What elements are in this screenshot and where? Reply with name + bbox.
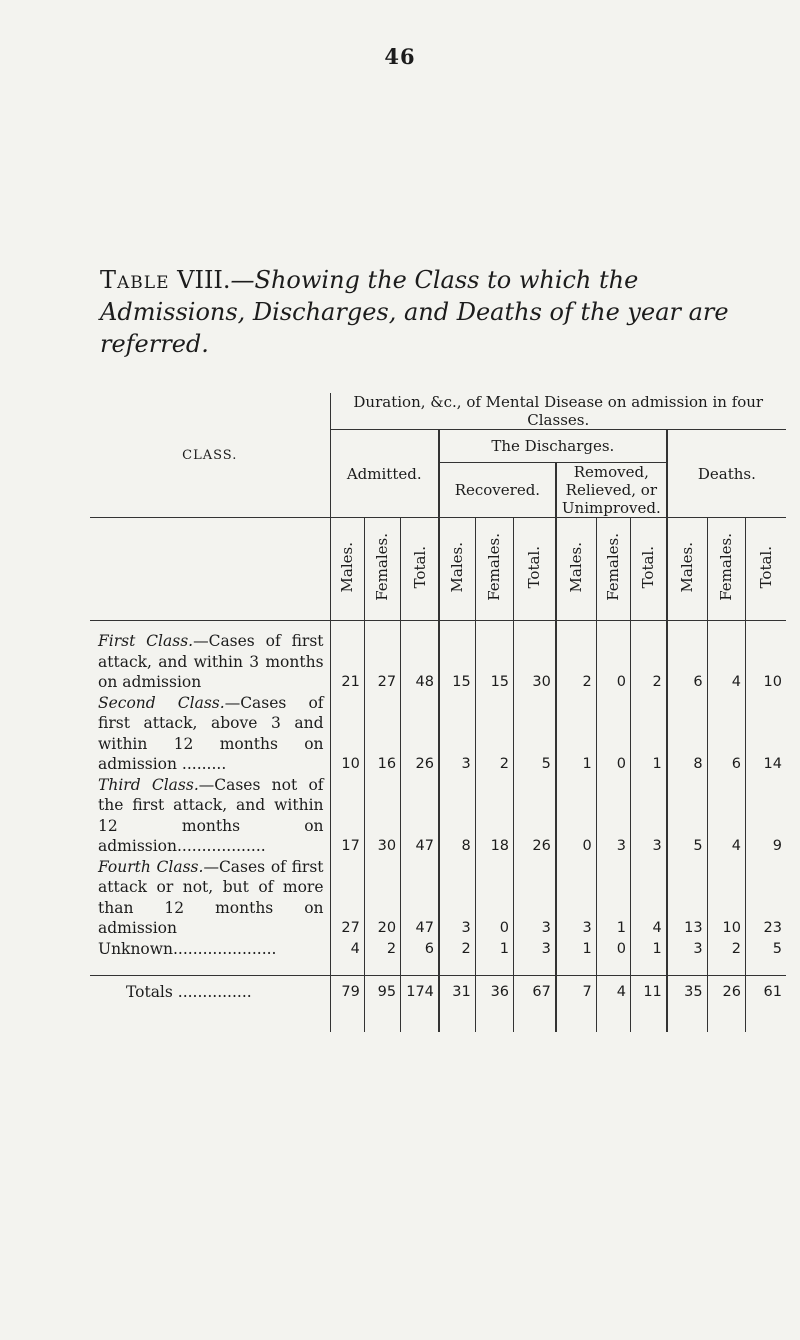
removed-total-cell: 4 <box>630 857 666 939</box>
table-row <box>90 939 786 960</box>
deaths-males-header: Males. <box>667 518 707 621</box>
admitted-females-cell: 2 <box>364 939 400 960</box>
admitted-females-cell: 16 <box>364 693 400 775</box>
duration-header: Duration, &c., of Mental Disease on admission in four Classes. <box>330 393 786 430</box>
class-column-header: CLASS. <box>90 393 330 518</box>
class-description: —Cases of first attack, above 3 and within 12 months on admission ......... <box>98 693 324 773</box>
admitted-females-header: Females. <box>364 518 400 621</box>
deaths-males-cell: 5 <box>667 775 707 857</box>
recovered-males-cell: 3 <box>439 857 475 939</box>
recovered-header: Recovered. <box>439 463 556 518</box>
recovered-females-cell: 15 <box>475 631 513 693</box>
row-label <box>90 775 330 857</box>
admitted-males-header: Males. <box>330 518 364 621</box>
class-name: Third Class. <box>98 775 199 794</box>
admitted-females-cell: 27 <box>364 631 400 693</box>
class-name: Fourth Class. <box>98 857 204 876</box>
recovered-males-total: 31 <box>439 976 475 1013</box>
class-name: First Class. <box>98 632 194 650</box>
recovered-total-cell: 3 <box>514 857 556 939</box>
admitted-total-cell: 47 <box>401 775 439 857</box>
removed-total-cell: 3 <box>630 775 666 857</box>
discharges-header: The Discharges. <box>439 430 667 463</box>
recovered-total-total: 67 <box>514 976 556 1013</box>
removed-females-header: Females. <box>596 518 630 621</box>
class-description: —Cases of first attack or not, but of more than 12 months on admission <box>98 857 324 937</box>
table-row <box>90 857 786 939</box>
removed-total-cell: 1 <box>630 693 666 775</box>
deaths-total-cell: 9 <box>745 775 786 857</box>
table-body <box>90 621 786 1033</box>
removed-males-cell: 2 <box>556 631 596 693</box>
recovered-males-cell: 3 <box>439 693 475 775</box>
removed-females-cell: 0 <box>596 693 630 775</box>
admitted-males-total: 79 <box>330 976 364 1013</box>
removed-males-header: Males. <box>556 518 596 621</box>
table-title <box>100 264 780 360</box>
body-end <box>90 1012 786 1032</box>
recovered-total-cell: 3 <box>514 939 556 960</box>
table-row <box>90 775 786 857</box>
admitted-total-cell: 47 <box>401 857 439 939</box>
row-label <box>90 631 330 693</box>
table-header <box>90 393 786 621</box>
deaths-females-cell: 2 <box>707 939 745 960</box>
removed-females-total: 4 <box>596 976 630 1013</box>
removed-females-cell: 1 <box>596 857 630 939</box>
removed-header: Removed, Relieved, or Unimproved. <box>556 463 667 518</box>
deaths-females-header: Females. <box>707 518 745 621</box>
admitted-header: Admitted. <box>330 430 439 518</box>
recovered-total-cell: 30 <box>514 631 556 693</box>
table-title-number: VIII. <box>177 266 231 294</box>
removed-females-cell: 0 <box>596 939 630 960</box>
admitted-females-total: 95 <box>364 976 400 1013</box>
totals-row <box>90 976 786 1013</box>
removed-total-cell: 2 <box>630 631 666 693</box>
recovered-females-header: Females. <box>475 518 513 621</box>
deaths-females-cell: 10 <box>707 857 745 939</box>
admitted-total-header: Total. <box>401 518 439 621</box>
removed-males-cell: 1 <box>556 693 596 775</box>
admitted-males-cell: 10 <box>330 693 364 775</box>
recovered-males-cell: 15 <box>439 631 475 693</box>
removed-females-cell: 0 <box>596 631 630 693</box>
removed-total-header: Total. <box>630 518 666 621</box>
body-gap <box>90 959 786 976</box>
admitted-males-cell: 17 <box>330 775 364 857</box>
deaths-males-total: 35 <box>667 976 707 1013</box>
admitted-total-cell: 26 <box>401 693 439 775</box>
deaths-total-cell: 10 <box>745 631 786 693</box>
deaths-header: Deaths. <box>667 430 786 518</box>
deaths-total-cell: 5 <box>745 939 786 960</box>
admitted-females-cell: 30 <box>364 775 400 857</box>
deaths-males-cell: 3 <box>667 939 707 960</box>
recovered-females-cell: 1 <box>475 939 513 960</box>
recovered-total-cell: 26 <box>514 775 556 857</box>
admitted-total-cell: 48 <box>401 631 439 693</box>
deaths-total-header: Total. <box>745 518 786 621</box>
admitted-males-cell: 4 <box>330 939 364 960</box>
removed-males-cell: 1 <box>556 939 596 960</box>
admitted-males-cell: 21 <box>330 631 364 693</box>
admitted-total-total: 174 <box>401 976 439 1013</box>
row-label <box>90 857 330 939</box>
recovered-females-total: 36 <box>475 976 513 1013</box>
deaths-males-cell: 6 <box>667 631 707 693</box>
recovered-males-header: Males. <box>439 518 475 621</box>
admitted-females-cell: 20 <box>364 857 400 939</box>
body-spacer <box>90 621 786 632</box>
recovered-females-cell: 2 <box>475 693 513 775</box>
row-label <box>90 693 330 775</box>
admitted-males-cell: 27 <box>330 857 364 939</box>
class-description: —Cases not of the first attack, and within 12 months on admission.................. <box>98 775 324 855</box>
removed-total-cell: 1 <box>630 939 666 960</box>
class-table <box>90 393 786 1032</box>
totals-label: Totals ............... <box>90 976 330 1013</box>
deaths-females-cell: 6 <box>707 693 745 775</box>
recovered-total-cell: 5 <box>514 693 556 775</box>
table-title-description: —Showing the Class to which the Admissions, Discharges, and Deaths of the year are referred. <box>100 266 729 358</box>
deaths-females-cell: 4 <box>707 775 745 857</box>
table-row <box>90 631 786 693</box>
recovered-males-cell: 2 <box>439 939 475 960</box>
deaths-females-total: 26 <box>707 976 745 1013</box>
deaths-females-cell: 4 <box>707 631 745 693</box>
recovered-total-header: Total. <box>514 518 556 621</box>
removed-males-total: 7 <box>556 976 596 1013</box>
class-description: —Cases of first attack, and within 3 months on admission <box>98 632 324 691</box>
admitted-total-cell: 6 <box>401 939 439 960</box>
table-row <box>90 693 786 775</box>
recovered-males-cell: 8 <box>439 775 475 857</box>
deaths-total-cell: 23 <box>745 857 786 939</box>
recovered-females-cell: 0 <box>475 857 513 939</box>
removed-males-cell: 0 <box>556 775 596 857</box>
header-spacer <box>90 518 330 621</box>
removed-females-cell: 3 <box>596 775 630 857</box>
table-title-label: Table <box>100 266 170 294</box>
removed-total-total: 11 <box>630 976 666 1013</box>
removed-males-cell: 3 <box>556 857 596 939</box>
deaths-total-cell: 14 <box>745 693 786 775</box>
recovered-females-cell: 18 <box>475 775 513 857</box>
deaths-males-cell: 8 <box>667 693 707 775</box>
row-label <box>90 939 330 960</box>
class-name: Second Class. <box>98 693 225 712</box>
page-number: 46 <box>384 44 416 69</box>
deaths-total-total: 61 <box>745 976 786 1013</box>
class-description: Unknown..................... <box>98 939 277 958</box>
deaths-males-cell: 13 <box>667 857 707 939</box>
